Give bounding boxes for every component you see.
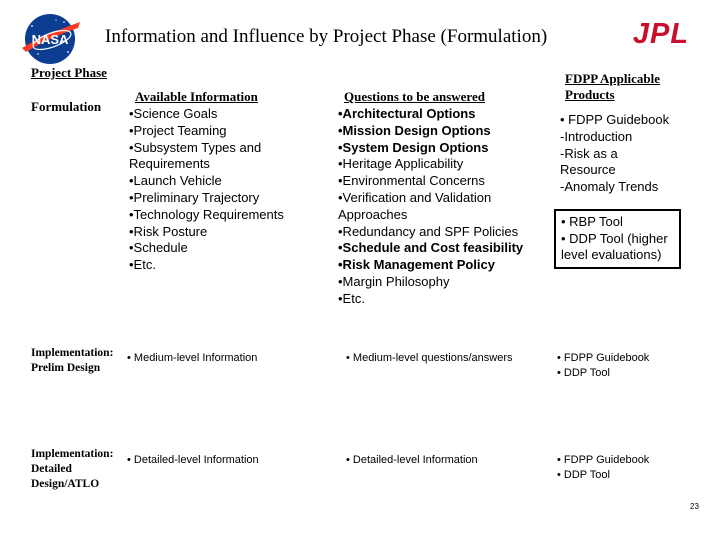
formulation-questions-list: [338, 106, 523, 308]
list-item: •Risk Posture: [129, 223, 208, 239]
list-item: Approaches: [338, 206, 408, 222]
page-number: 23: [690, 502, 699, 511]
list-item: •Technology Requirements: [129, 206, 284, 222]
phase-formulation: Formulation: [31, 99, 102, 114]
phase-prelim-design: [31, 346, 113, 376]
list-item: • FDPP Guidebook: [560, 112, 670, 127]
prelim-questions: • Medium-level questions/answers: [346, 352, 513, 364]
list-item: •Schedule and Cost feasibility: [338, 240, 524, 256]
list-item: -Introduction: [560, 128, 633, 144]
list-item: •Etc.: [338, 290, 365, 306]
list-item: •Architectural Options: [338, 106, 476, 121]
list-item: • DDP Tool (higher: [561, 230, 668, 246]
phase-detailed-design: [31, 447, 113, 492]
project-phase-header: Project Phase: [31, 65, 107, 80]
phase-label-line: Implementation:: [31, 448, 114, 460]
jpl-logo: [622, 18, 700, 46]
list-item: •Project Teaming: [129, 122, 227, 138]
list-item: • RBP Tool: [561, 214, 623, 229]
list-item: •Margin Philosophy: [338, 273, 450, 289]
list-item: -Anomaly Trends: [560, 179, 659, 195]
svg-text:NASA: NASA: [31, 32, 69, 47]
phase-label-line: Detailed: [31, 463, 72, 475]
rbp-ddp-tool-box: [554, 209, 681, 269]
list-item: level evaluations): [561, 247, 662, 262]
fdpp-header-line1: FDPP Applicable: [565, 71, 660, 86]
prelim-products: [557, 351, 649, 381]
prelim-available: • Medium-level Information: [127, 352, 258, 364]
list-item: •Verification and Validation: [338, 189, 492, 205]
list-item: •Schedule: [129, 240, 188, 256]
detailed-questions: • Detailed-level Information: [346, 454, 478, 466]
list-item: •Preliminary Trajectory: [129, 189, 260, 205]
phase-label-line: Prelim Design: [31, 362, 101, 374]
fdpp-header-line2: Products: [565, 87, 615, 102]
phase-label-line: Implementation:: [31, 347, 114, 359]
phase-label-line: Design/ATLO: [31, 478, 100, 490]
list-item: Resource: [560, 162, 616, 178]
list-item: • DDP Tool: [557, 367, 610, 379]
formulation-tools-list: [561, 214, 674, 264]
list-item: •System Design Options: [338, 139, 489, 155]
detailed-available: • Detailed-level Information: [127, 454, 259, 466]
list-item: •Etc.: [129, 257, 156, 273]
list-item: •Science Goals: [129, 106, 218, 121]
fdpp-products-header: [565, 71, 660, 103]
list-item: •Heritage Applicability: [338, 156, 464, 172]
formulation-products-list: [560, 112, 669, 196]
questions-header: Questions to be answered: [344, 89, 485, 104]
list-item: • FDPP Guidebook: [557, 454, 650, 466]
list-item: •Mission Design Options: [338, 122, 491, 138]
list-item: •Redundancy and SPF Policies: [338, 223, 519, 239]
list-item: Requirements: [129, 156, 210, 172]
page-title: Information and Influence by Project Phase (Formulation): [105, 26, 548, 47]
available-information-header: Available Information: [135, 89, 258, 104]
list-item: -Risk as a: [560, 145, 618, 161]
list-item: •Subsystem Types and: [129, 139, 262, 155]
list-item: • DDP Tool: [557, 469, 610, 481]
list-item: •Launch Vehicle: [129, 173, 222, 189]
list-item: • FDPP Guidebook: [557, 352, 650, 364]
list-item: •Risk Management Policy: [338, 257, 495, 273]
nasa-logo: [18, 12, 82, 66]
svg-text:JPL: JPL: [632, 18, 690, 46]
list-item: •Environmental Concerns: [338, 173, 485, 189]
formulation-available-list: [129, 106, 284, 274]
detailed-products: [557, 453, 649, 483]
